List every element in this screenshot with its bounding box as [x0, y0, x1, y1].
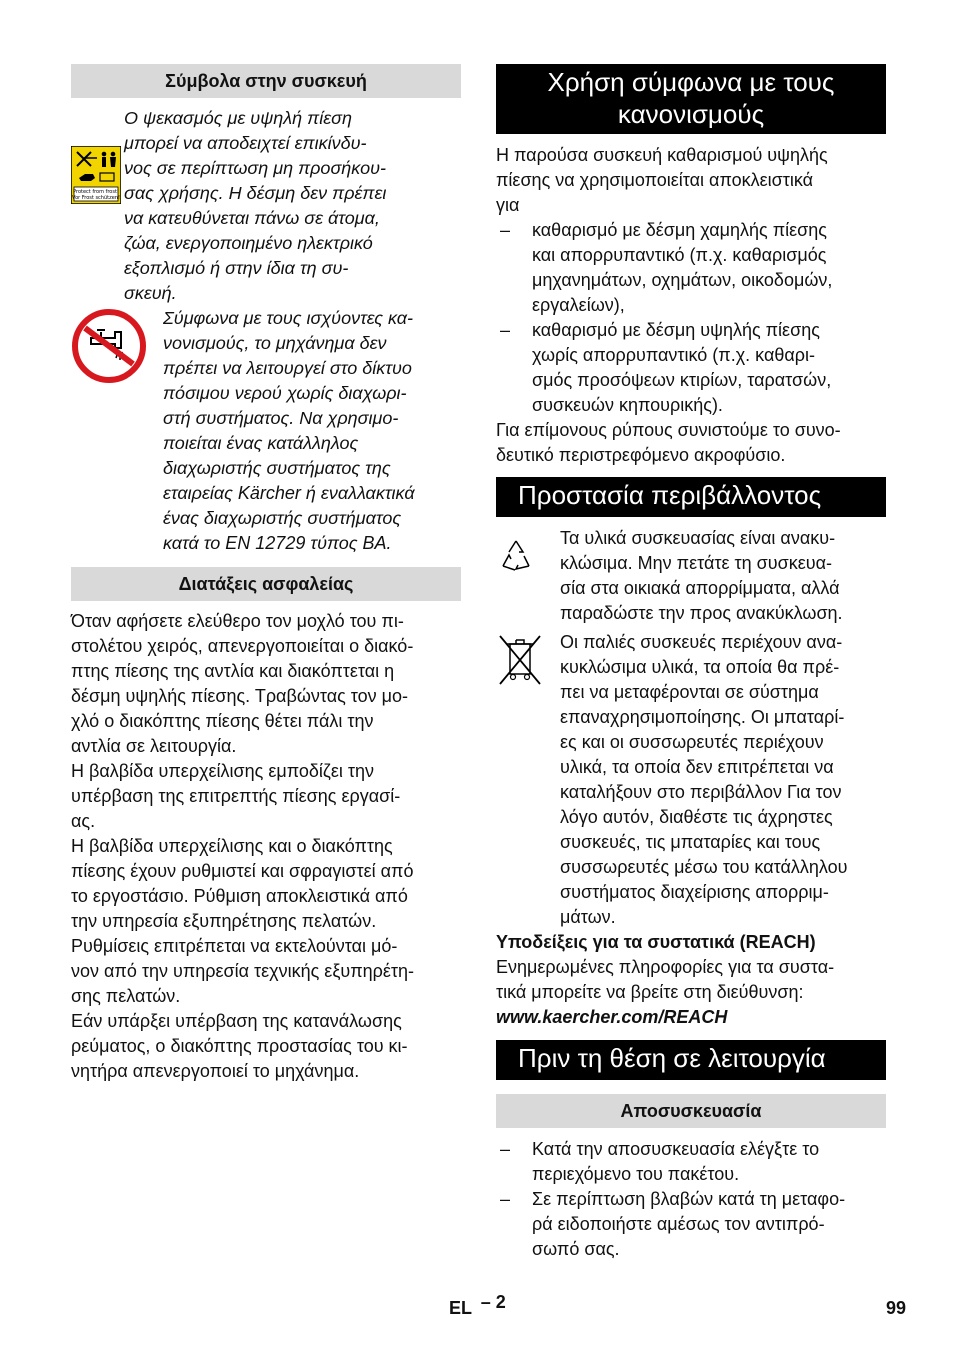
- no-drinking-water-connection-icon: [71, 306, 163, 556]
- text-line: καθαρισμό με δέσμη χαμηλής πίεσης: [532, 220, 827, 240]
- text-line: ζώα, ενεργοποιημένο ηλεκτρικό: [124, 233, 373, 253]
- env1-text: [560, 526, 886, 626]
- text-line: διαχωριστής συστήματος της: [163, 458, 391, 478]
- section-page-marker: – 2: [480, 1292, 506, 1312]
- text-line: σας χρήσης. Η δέσμη δεν πρέπει: [124, 183, 387, 203]
- text-line: Ρυθμίσεις επιτρέπεται να εκτελούνται μό-: [71, 936, 398, 956]
- text-line: δέσμη υψηλής πίεσης. Τραβώντας τον μο-: [71, 686, 409, 706]
- text-line: Για επίμονους ρύπους συνιστούμε το συνο-: [496, 420, 841, 440]
- list-item: [496, 1187, 886, 1262]
- text-line: Όταν αφήσετε ελεύθερο τον μοχλό του πι-: [71, 611, 404, 631]
- proper-use-outro: [496, 418, 886, 468]
- text-line: πίεσης να χρησιμοποιείται αποκλειστικά: [496, 170, 814, 190]
- text-line: παραδώστε την προς ανακύκλωση.: [560, 603, 843, 623]
- list-item: [496, 318, 886, 418]
- text-line: δευτικό περιστρεφόμενο ακροφύσιο.: [496, 445, 786, 465]
- text-line: Ο ψεκασμός με υψηλή πίεση: [124, 108, 352, 128]
- text-line: μηχανημάτων, οχημάτων, οικοδομών,: [532, 270, 833, 290]
- text-line: πίεσης έχουν ρυθμιστεί και σφραγιστεί από: [71, 861, 414, 881]
- text-line: καταλήξουν στο περιβάλλον Για τον: [560, 782, 842, 802]
- list-item: [496, 218, 886, 318]
- text-line: υλικά, τα οποία δεν επιτρέπεται να: [560, 757, 834, 777]
- text-line: μάτων.: [560, 907, 616, 927]
- text-line: νονισμούς, το μηχάνημα δεν: [163, 333, 387, 353]
- text-line: να κατευθύνεται πάνω σε άτομα,: [124, 208, 380, 228]
- language-code: EL: [449, 1298, 472, 1318]
- text-line: περιεχόμενο του πακέτου.: [532, 1164, 740, 1184]
- svg-text:Protect from frost!: Protect from frost!: [73, 189, 119, 195]
- reach-url-link[interactable]: www.kaercher.com/REACH: [496, 1007, 728, 1027]
- text-line: Οι παλιές συσκευές περιέχουν ανα-: [560, 632, 843, 652]
- symbol1-text: [124, 106, 461, 306]
- text-line: εξοπλισμό ή στην ίδια τη συ-: [124, 258, 349, 278]
- text-line: Σε περίπτωση βλαβών κατά τη μεταφο-: [532, 1189, 846, 1209]
- page-number: 99: [885, 1298, 906, 1318]
- text-line: σωπό σας.: [532, 1239, 620, 1259]
- text-line: στή συστήματος. Να χρησιμο-: [163, 408, 399, 428]
- text-line: εταιρείας Kärcher ή εναλλακτικά: [163, 483, 415, 503]
- text-line: νητήρα απενεργοποιεί το μηχάνημα.: [71, 1061, 360, 1081]
- symbol2-text: [163, 306, 461, 556]
- text-line: Εάν υπάρξει υπέρβαση της κατανάλωσης: [71, 1011, 402, 1031]
- symbol-block-high-pressure: [71, 106, 461, 306]
- text-line: καθαρισμό με δέσμη υψηλής πίεσης: [532, 320, 820, 340]
- text-line: ρεύματος, ο διακόπτης προστασίας του κι-: [71, 1036, 408, 1056]
- text-line: ποιείται ένας κατάλληλος: [163, 433, 359, 453]
- text-line: στολέτου χειρός, απενεργοποιείται ο διακό-: [71, 636, 414, 656]
- text-line: ένας διαχωριστής συστήματος: [163, 508, 402, 528]
- text-line: συστήματος διαχείρισης απορριμ-: [560, 882, 829, 902]
- crossed-out-bin-icon: [496, 630, 560, 930]
- text-line: εργαλείων),: [532, 295, 625, 315]
- reach-section: [496, 930, 886, 1030]
- text-line: Η βαλβίδα υπερχείλισης εμποδίζει την: [71, 761, 375, 781]
- text-line: Η παρούσα συσκευή καθαρισμού υψηλής: [496, 145, 828, 165]
- symbols-heading: Σύμβολα στην συσκευή: [71, 64, 461, 98]
- proper-use-heading: [496, 64, 886, 134]
- text-line: για: [496, 195, 520, 215]
- text-line: αντλία σε λειτουργία.: [71, 736, 237, 756]
- text-line: πρέπει να λειτουργεί στο δίκτυο: [163, 358, 412, 378]
- text-line: σμός προσόψεων κτιρίων, ταρατσών,: [532, 370, 832, 390]
- text-line: ρά ειδοποιήστε αμέσως τον αντιπρό-: [532, 1214, 825, 1234]
- symbol-block-drinking-water: [71, 306, 461, 556]
- list-dash: –: [500, 1189, 511, 1209]
- right-column: [496, 64, 886, 1262]
- text-line: σης πελατών.: [71, 986, 181, 1006]
- recycling-icon: [496, 526, 560, 626]
- text-line: υπέρβαση της επιτρεπτής πίεσης εργασί-: [71, 786, 401, 806]
- footer-language: [449, 1292, 506, 1319]
- safety-heading: Διατάξεις ασφαλείας: [71, 567, 461, 601]
- text-line: Η βαλβίδα υπερχείλισης και ο διακόπτης: [71, 836, 393, 856]
- text-line: νον από την υπηρεσία τεχνικής εξυπηρέτη-: [71, 961, 415, 981]
- env-block-packaging: [496, 526, 886, 626]
- text-line: μπορεί να αποδειχτεί επικίνδυ-: [124, 133, 367, 153]
- list-item: [496, 1137, 886, 1187]
- text-line: επαναχρησιμοποίησης. Οι μπαταρί-: [560, 707, 845, 727]
- text-line: συσκευών κηπουρικής).: [532, 395, 723, 415]
- heading-line: κανονισμούς: [617, 99, 765, 129]
- text-line: κλώσιμα. Μην πετάτε τη συσκευα-: [560, 553, 832, 573]
- env-block-disposal: [496, 630, 886, 930]
- text-line: χωρίς απορρυπαντικό (π.χ. καθαρι-: [532, 345, 816, 365]
- list-dash: –: [500, 220, 511, 240]
- text-line: πόσιμου νερού χωρίς διαχωρι-: [163, 383, 407, 403]
- unpacking-heading: Αποσυσκευασία: [496, 1094, 886, 1128]
- unpacking-list: [496, 1137, 886, 1262]
- text-line: τικά μπορείτε να βρείτε στη διεύθυνση:: [496, 982, 804, 1002]
- text-line: ες και οι συσσωρευτές περιέχουν: [560, 732, 824, 752]
- text-line: πει να μεταφέρονται σε σύστημα: [560, 682, 819, 702]
- text-line: συσκευές, τις μπαταρίες και τους: [560, 832, 821, 852]
- text-line: Τα υλικά συσκευασίας είναι ανακυ-: [560, 528, 836, 548]
- text-line: χλό ο διακόπτης πίεσης θέτει πάλι την: [71, 711, 374, 731]
- text-line: συσσωρευτές μέσω του κατάλληλου: [560, 857, 848, 877]
- text-line: Ενημερωμένες πληροφορίες για τα συστα-: [496, 957, 835, 977]
- text-line: νος σε περίπτωση μη προσήκου-: [124, 158, 386, 178]
- text-line: και απορρυπαντικό (π.χ. καθαρισμός: [532, 245, 827, 265]
- list-dash: –: [500, 1139, 511, 1159]
- text-line: λόγο αυτόν, διαθέστε τις άχρηστες: [560, 807, 833, 827]
- reach-heading: Υποδείξεις για τα συστατικά (REACH): [496, 932, 816, 952]
- text-line: την υπηρεσία εξυπηρέτησης πελατών.: [71, 911, 377, 931]
- env2-text: [560, 630, 886, 930]
- before-startup-heading: Πριν τη θέση σε λειτουργία: [496, 1040, 886, 1080]
- heading-line: Χρήση σύμφωνα με τους: [547, 67, 835, 97]
- text-line: Κατά την αποσυσκευασία ελέγξτε το: [532, 1139, 820, 1159]
- safety-text: [71, 609, 461, 1084]
- text-line: το εργοστάσιο. Ρύθμιση αποκλειστικά από: [71, 886, 408, 906]
- text-line: κυκλώσιμα υλικά, τα οποία θα πρέ-: [560, 657, 840, 677]
- text-line: ας.: [71, 811, 96, 831]
- svg-text:Vor Frost schützen!: Vor Frost schützen!: [72, 195, 120, 201]
- text-line: Σύμφωνα με τους ισχύοντες κα-: [163, 308, 414, 328]
- text-line: σία στα οικιακά απορρίμματα, αλλά: [560, 578, 840, 598]
- text-line: σκευή.: [124, 283, 177, 303]
- list-dash: –: [500, 320, 511, 340]
- text-line: πτης πίεσης της αντλία και διακόπτεται η: [71, 661, 395, 681]
- environment-heading: Προστασία περιβάλλοντος: [496, 477, 886, 517]
- text-line: κατά το EN 12729 τύπος BA.: [163, 533, 392, 553]
- left-column: [71, 64, 461, 1084]
- proper-use-intro: [496, 143, 886, 218]
